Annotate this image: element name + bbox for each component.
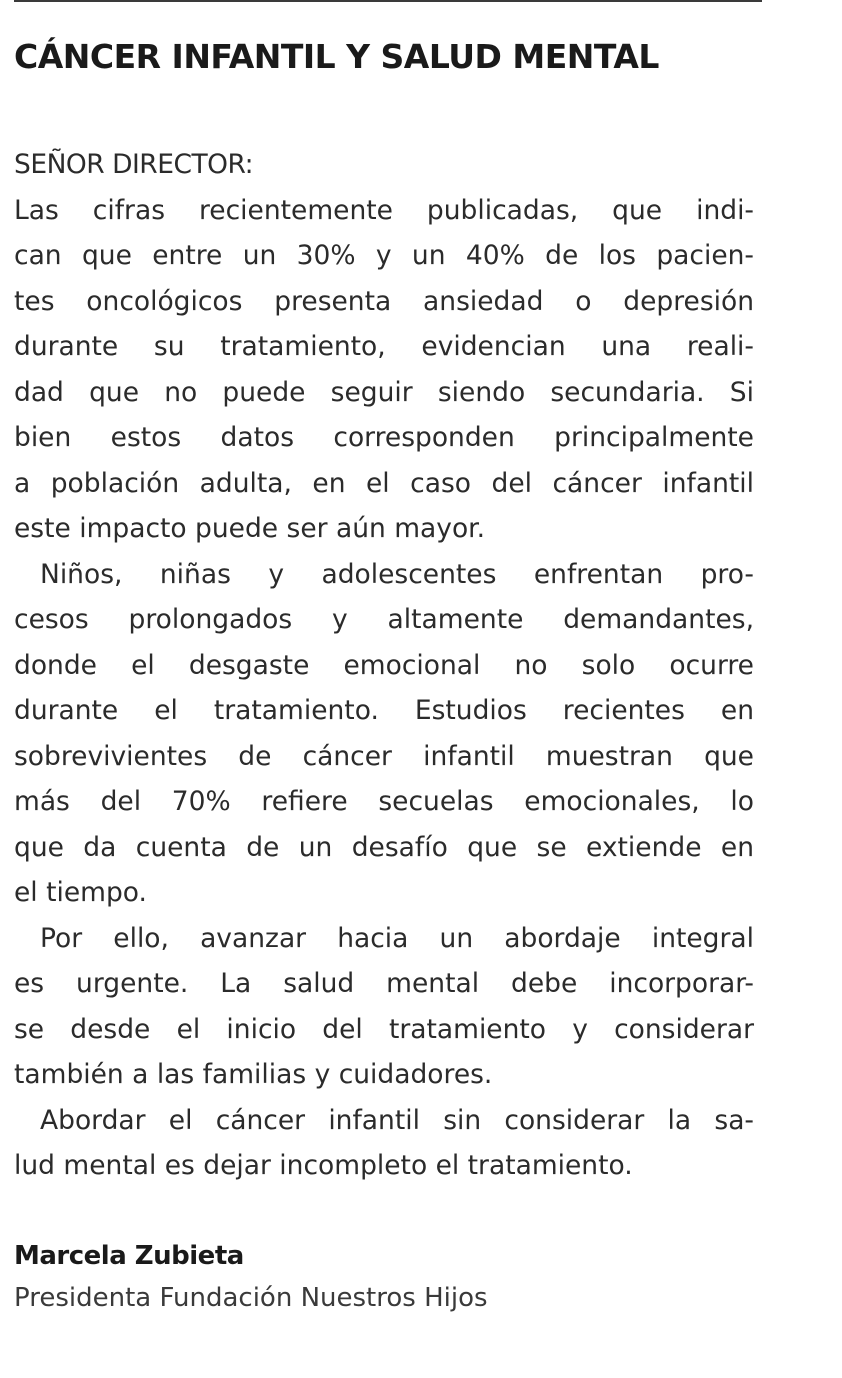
paragraph-line: cesos prolongados y altamente demandantes, [14, 604, 754, 635]
paragraph-line: también a las familias y cuidadores. [14, 1059, 493, 1090]
paragraph-line: bien estos datos corresponden principalmente [14, 422, 754, 453]
author-title: Presidenta Fundación Nuestros Hijos [14, 1283, 488, 1313]
paragraph-line: Abordar el cáncer infantil sin considerar la sa- [40, 1104, 754, 1136]
paragraph-line: donde el desgaste emocional no solo ocurre [14, 649, 754, 681]
paragraph-line: Las cifras recientemente publicadas, que indi- [14, 194, 754, 226]
paragraph-line: más del 70% refiere secuelas emocionales, lo [14, 786, 754, 817]
paragraph-line: durante el tratamiento. Estudios recientes en [14, 695, 754, 726]
paragraph-1 [14, 188, 754, 552]
paragraph-line: a población adulta, en el caso del cáncer infantil [14, 467, 754, 499]
paragraph-4 [14, 1098, 754, 1189]
author-name: Marcela Zubieta [14, 1241, 244, 1271]
paragraph-line: tes oncológicos presenta ansiedad o depresión [14, 285, 754, 317]
paragraph-line: sobrevivientes de cáncer infantil muestran que [14, 740, 754, 772]
headline: CÁNCER INFANTIL Y SALUD MENTAL [14, 37, 659, 76]
letter-body [14, 142, 754, 1189]
paragraph-3 [14, 916, 754, 1098]
paragraph-line: este impacto puede ser aún mayor. [14, 513, 486, 544]
paragraph-line: Por ello, avanzar hacia un abordaje integral [40, 922, 754, 954]
paragraph-2 [14, 552, 754, 916]
paragraph-line: es urgente. La salud mental debe incorporar- [14, 968, 754, 999]
paragraph-line: que da cuenta de un desafío que se extiende en [14, 831, 754, 863]
paragraph-line: durante su tratamiento, evidencian una reali- [14, 331, 754, 362]
paragraph-line: se desde el inicio del tratamiento y considerar [14, 1013, 754, 1045]
paragraph-line: lud mental es dejar incompleto el tratamiento. [14, 1150, 633, 1181]
paragraph-line: Niños, niñas y adolescentes enfrentan pro- [40, 558, 754, 590]
signature-block [14, 1236, 754, 1320]
salutation: SEÑOR DIRECTOR: [14, 149, 254, 180]
top-rule [14, 0, 762, 2]
paragraph-line: can que entre un 30% y un 40% de los pacien- [14, 240, 754, 271]
paragraph-line: dad que no puede seguir siendo secundaria. Si [14, 376, 754, 408]
paragraph-line: el tiempo. [14, 877, 147, 908]
